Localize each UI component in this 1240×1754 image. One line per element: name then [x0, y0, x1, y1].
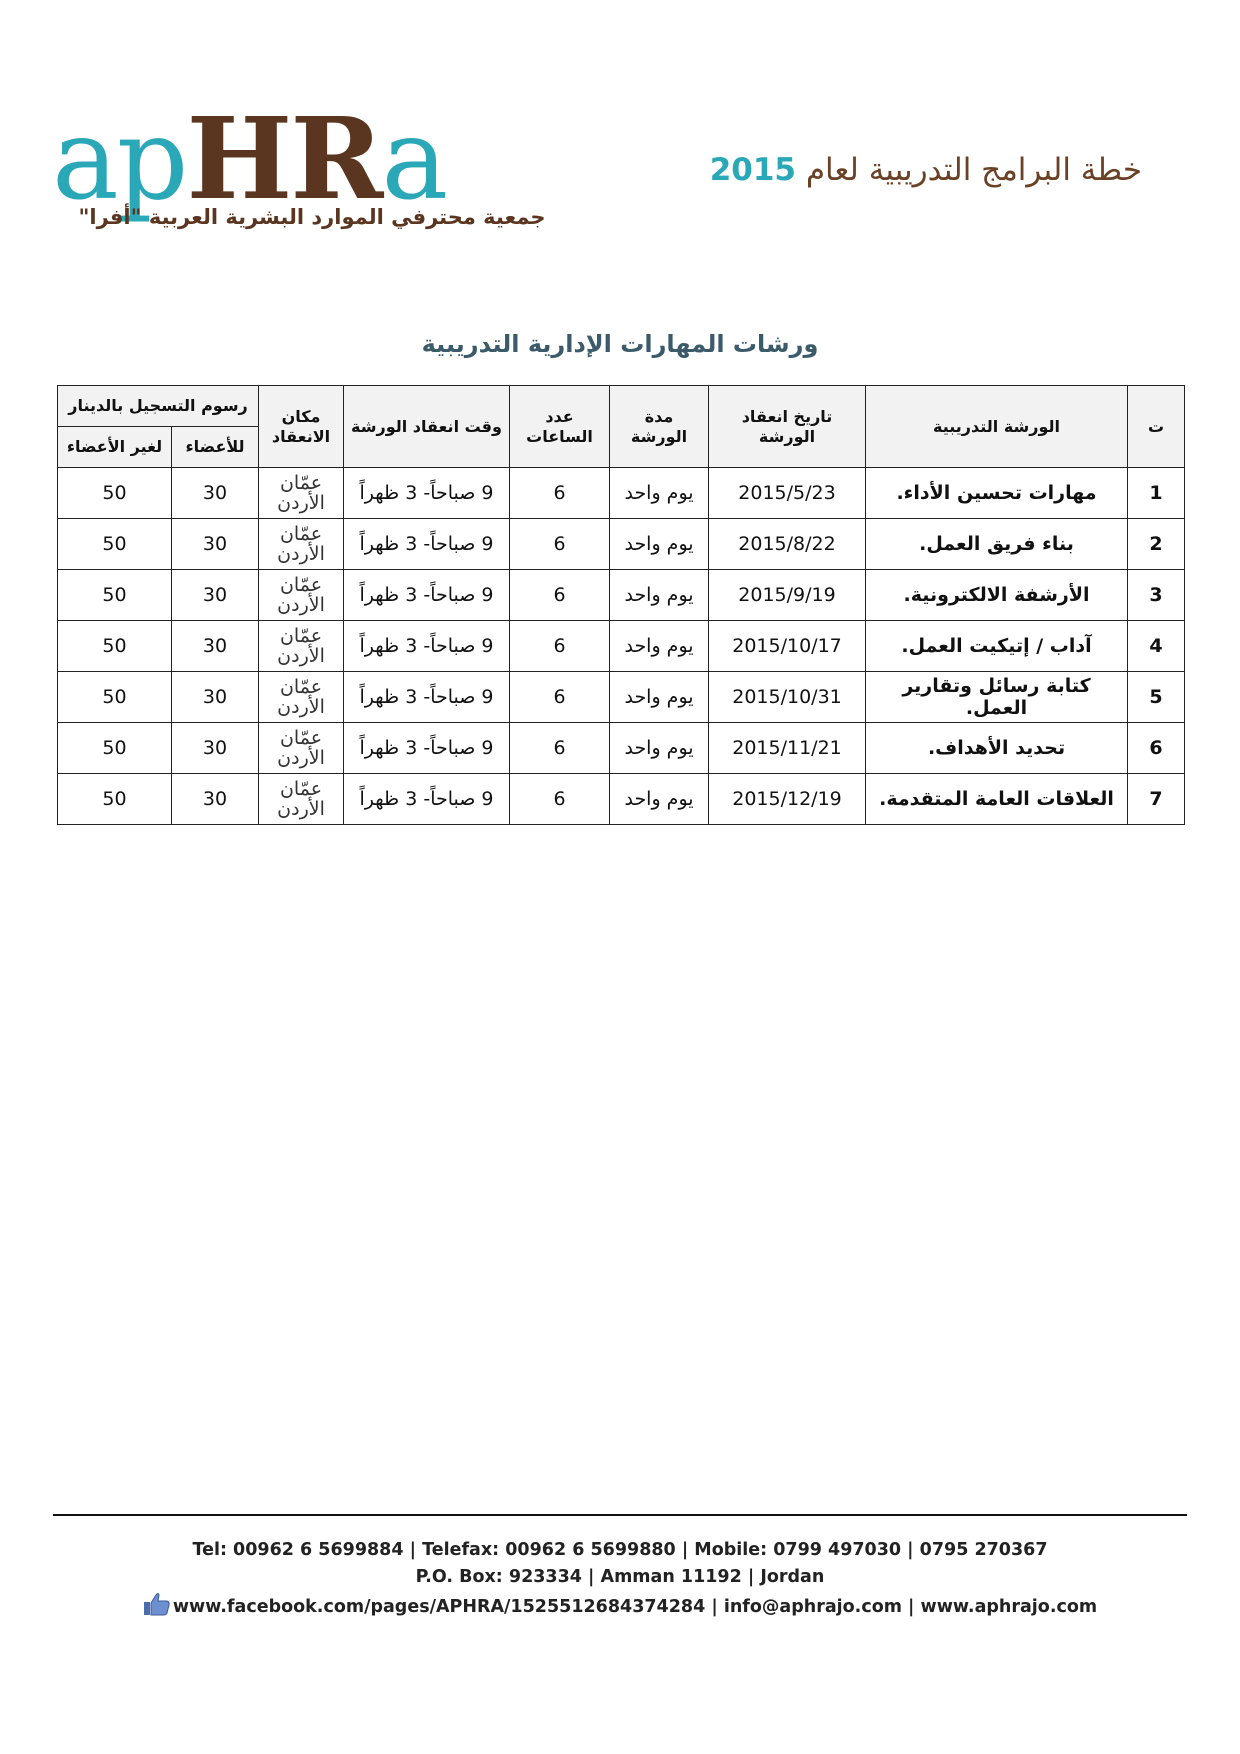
thumbs-up-icon [143, 1591, 171, 1617]
cell-place: عمّان الأردن [259, 519, 344, 570]
logo-letter: a [52, 95, 117, 225]
cell-duration: يوم واحد [610, 519, 709, 570]
cell-time: 9 صباحاً- 3 ظهراً [344, 723, 510, 774]
workshops-table [57, 385, 1185, 825]
cell-date: 2015/11/21 [709, 723, 866, 774]
plan-title [710, 152, 1142, 188]
cell-fee-members: 30 [172, 468, 259, 519]
cell-num: 3 [1128, 570, 1185, 621]
cell-workshop: كتابة رسائل وتقارير العمل. [866, 672, 1128, 723]
cell-fee-members: 30 [172, 621, 259, 672]
header-num: ت [1128, 386, 1185, 468]
header-workshop: الورشة التدريبية [866, 386, 1128, 468]
plan-title-text: خطة البرامج التدريبية لعام [805, 152, 1142, 188]
cell-hours: 6 [510, 723, 610, 774]
header-fee-nonmembers: لغير الأعضاء [58, 427, 172, 468]
table-row [58, 723, 1185, 774]
cell-time: 9 صباحاً- 3 ظهراً [344, 468, 510, 519]
table-row [58, 672, 1185, 723]
cell-date: 2015/10/17 [709, 621, 866, 672]
cell-fee-members: 30 [172, 570, 259, 621]
cell-date: 2015/9/19 [709, 570, 866, 621]
cell-duration: يوم واحد [610, 468, 709, 519]
cell-hours: 6 [510, 621, 610, 672]
cell-num: 5 [1128, 672, 1185, 723]
cell-time: 9 صباحاً- 3 ظهراً [344, 570, 510, 621]
footer-web-line [0, 1591, 1240, 1621]
cell-time: 9 صباحاً- 3 ظهراً [344, 672, 510, 723]
table-row [58, 621, 1185, 672]
footer-address-line: P.O. Box: 923334 | Amman 11192 | Jordan [415, 1567, 825, 1587]
cell-fee-members: 30 [172, 519, 259, 570]
cell-fee-nonmembers: 50 [58, 570, 172, 621]
cell-fee-nonmembers: 50 [58, 774, 172, 825]
cell-place: عمّان الأردن [259, 570, 344, 621]
cell-hours: 6 [510, 672, 610, 723]
cell-workshop: بناء فريق العمل. [866, 519, 1128, 570]
cell-time: 9 صباحاً- 3 ظهراً [344, 519, 510, 570]
cell-workshop: مهارات تحسين الأداء. [866, 468, 1128, 519]
cell-fee-nonmembers: 50 [58, 621, 172, 672]
table-row [58, 570, 1185, 621]
cell-hours: 6 [510, 519, 610, 570]
cell-hours: 6 [510, 774, 610, 825]
cell-duration: يوم واحد [610, 570, 709, 621]
cell-time: 9 صباحاً- 3 ظهراً [344, 774, 510, 825]
cell-num: 6 [1128, 723, 1185, 774]
header-date: تاريخ انعقاد الورشة [709, 386, 866, 468]
cell-date: 2015/10/31 [709, 672, 866, 723]
header-fee-members: للأعضاء [172, 427, 259, 468]
cell-duration: يوم واحد [610, 621, 709, 672]
cell-fee-nonmembers: 50 [58, 672, 172, 723]
cell-workshop: العلاقات العامة المتقدمة. [866, 774, 1128, 825]
plan-title-year: 2015 [709, 152, 796, 188]
cell-place: عمّان الأردن [259, 468, 344, 519]
cell-date: 2015/12/19 [709, 774, 866, 825]
cell-duration: يوم واحد [610, 774, 709, 825]
header-duration: مدة الورشة [610, 386, 709, 468]
cell-num: 1 [1128, 468, 1185, 519]
cell-date: 2015/8/22 [709, 519, 866, 570]
header-hours: عدد الساعات [510, 386, 610, 468]
cell-fee-nonmembers: 50 [58, 723, 172, 774]
cell-workshop: الأرشفة الالكترونية. [866, 570, 1128, 621]
cell-place: عمّان الأردن [259, 723, 344, 774]
logo-letter: H [186, 94, 291, 225]
cell-time: 9 صباحاً- 3 ظهراً [344, 621, 510, 672]
cell-place: عمّان الأردن [259, 774, 344, 825]
cell-fee-nonmembers: 50 [58, 468, 172, 519]
aphra-logo [52, 94, 572, 245]
cell-workshop: تحديد الأهداف. [866, 723, 1128, 774]
footer [0, 1537, 1240, 1621]
logo-tagline: جمعية محترفي الموارد البشرية العربية "أفرا" [78, 205, 546, 229]
logo-letter: p [116, 95, 187, 225]
section-title: ورشات المهارات الإدارية التدريبية [421, 330, 819, 358]
cell-fee-nonmembers: 50 [58, 519, 172, 570]
cell-num: 4 [1128, 621, 1185, 672]
cell-place: عمّان الأردن [259, 672, 344, 723]
logo-letter: R [290, 94, 382, 225]
cell-num: 2 [1128, 519, 1185, 570]
cell-num: 7 [1128, 774, 1185, 825]
footer-links[interactable]: www.facebook.com/pages/APHRA/1525512684374284 | info@aphrajo.com | www.aphrajo.com [172, 1597, 1098, 1617]
table-row [58, 468, 1185, 519]
header-place: مكان الانعقاد [259, 386, 344, 468]
table-row [58, 774, 1185, 825]
cell-duration: يوم واحد [610, 672, 709, 723]
footer-contact-line: Tel: 00962 6 5699884 | Telefax: 00962 6 5699880 | Mobile: 0799 497030 | 0795 270367 [192, 1540, 1048, 1560]
header-time: وقت انعقاد الورشة [344, 386, 510, 468]
footer-divider [53, 1514, 1187, 1516]
cell-fee-members: 30 [172, 774, 259, 825]
cell-hours: 6 [510, 570, 610, 621]
cell-place: عمّان الأردن [259, 621, 344, 672]
cell-fee-members: 30 [172, 672, 259, 723]
cell-hours: 6 [510, 468, 610, 519]
header-fees: رسوم التسجيل بالدينار [58, 386, 259, 427]
table-row [58, 519, 1185, 570]
cell-workshop: آداب / إتيكيت العمل. [866, 621, 1128, 672]
cell-fee-members: 30 [172, 723, 259, 774]
cell-date: 2015/5/23 [709, 468, 866, 519]
logo-letter: a [381, 95, 447, 225]
cell-duration: يوم واحد [610, 723, 709, 774]
